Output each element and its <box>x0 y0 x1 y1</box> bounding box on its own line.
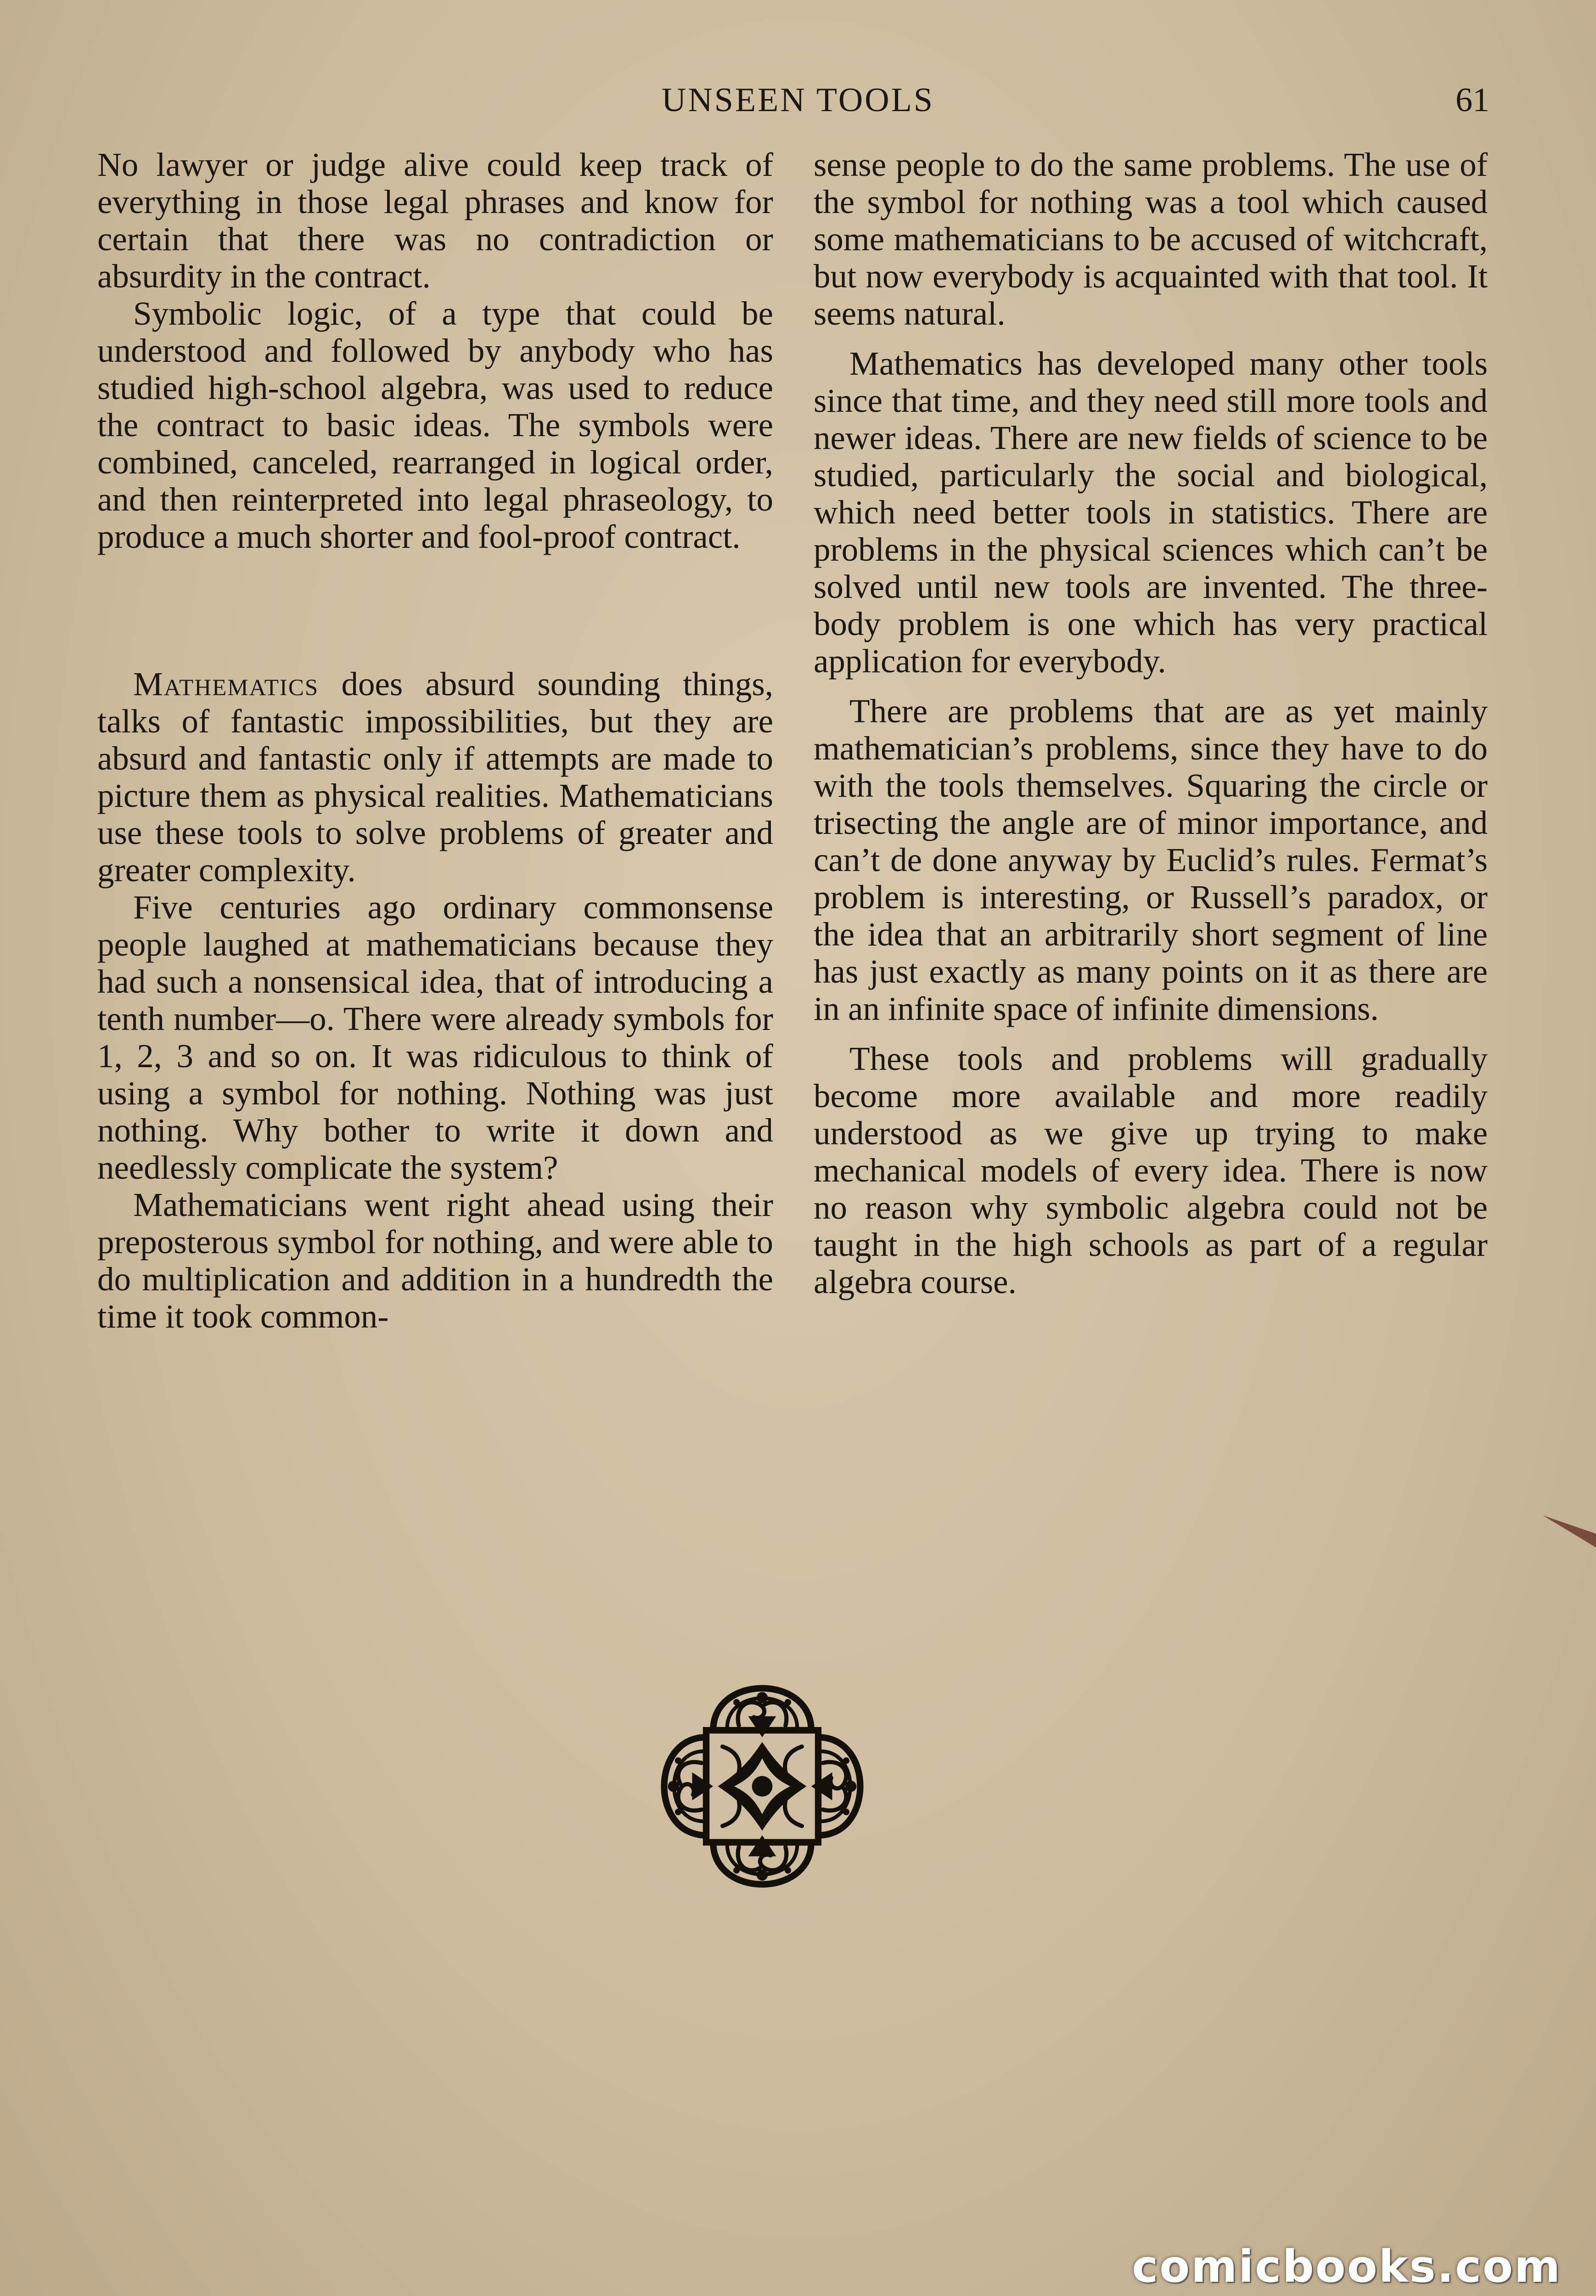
paragraph-text: does absurd sounding things, talks of fantastic impossibilities, but they are absurd and fantastic only if attempts are made to picture them as physical realities. Mathematicians use these tools to solve problems of greater and greater complexity. <box>97 665 773 889</box>
paragraph: Symbolic logic, of a type that could be understood and followed by anybody who has studied high-school algebra, was used to reduce the contract to basic ideas. The symbols were combined, canceled, rearranged in logical order, and then reinterpreted into legal phraseology, to produce a much shorter and fool-proof contract. <box>97 295 773 555</box>
running-head: UNSEEN TOOLS <box>661 81 935 119</box>
paragraph <box>97 665 773 889</box>
watermark: comicbooks.com <box>1132 2241 1562 2292</box>
page-number: 61 <box>1456 81 1489 119</box>
paragraph: No lawyer or judge alive could keep track of everything in those legal phrases and know for certain that there was no contradiction or absurdity in the contract. <box>97 146 773 295</box>
right-column <box>814 146 1488 1300</box>
paragraph: Mathematics has developed many other tools since that time, and they need still more tools and newer ideas. There are new fields of science to be studied, particularly the social and biological, which need better tools in statistics. There are problems in the physical sciences which can’t be solved until new tools are invented. The three-body problem is one which has very practical application for everybody. <box>814 345 1488 680</box>
section-lead-word: Mathematics <box>133 665 319 703</box>
quatrefoil-scroll-ornament-icon <box>622 1646 902 1926</box>
paragraph: There are problems that are as yet mainly mathematician’s problems, since they have to do with the tools themselves. Squaring the circle or trisecting the angle are of minor importance, and can’t de done anyway by Euclid’s rules. Fermat’s problem is interesting, or Russell’s paradox, or the idea that an arbitrarily short segment of line has just exactly as many points on it as there are in an infinite space of infinite dimensions. <box>814 692 1488 1027</box>
paragraph: sense people to do the same problems. The use of the symbol for nothing was a tool which caused some mathematicians to be accused of witchcraft, but now everybody is acquainted with that tool. It seems natural. <box>814 146 1488 332</box>
paragraph: Five centuries ago ordinary commonsense people laughed at mathematicians because they had such a nonsensical idea, that of introducing a tenth number—o. There were already symbols for 1, 2, 3 and so on. It was ridiculous to think of using a symbol for nothing. Nothing was just nothing. Why bother to write it down and needlessly complicate the system? <box>97 889 773 1186</box>
page-header <box>0 81 1596 131</box>
paragraph: These tools and problems will gradually become more available and more readily understood as we give up trying to make mechanical models of every idea. There is now no reason why symbolic algebra could not be taught in the high schools as part of a regular algebra course. <box>814 1040 1488 1300</box>
paragraph: Mathematicians went right ahead using their preposterous symbol for nothing, and were able to do multiplication and addition in a hundredth the time it took common- <box>97 1186 773 1335</box>
left-column <box>97 146 773 1335</box>
pen-mark-icon <box>1543 1506 1596 1548</box>
